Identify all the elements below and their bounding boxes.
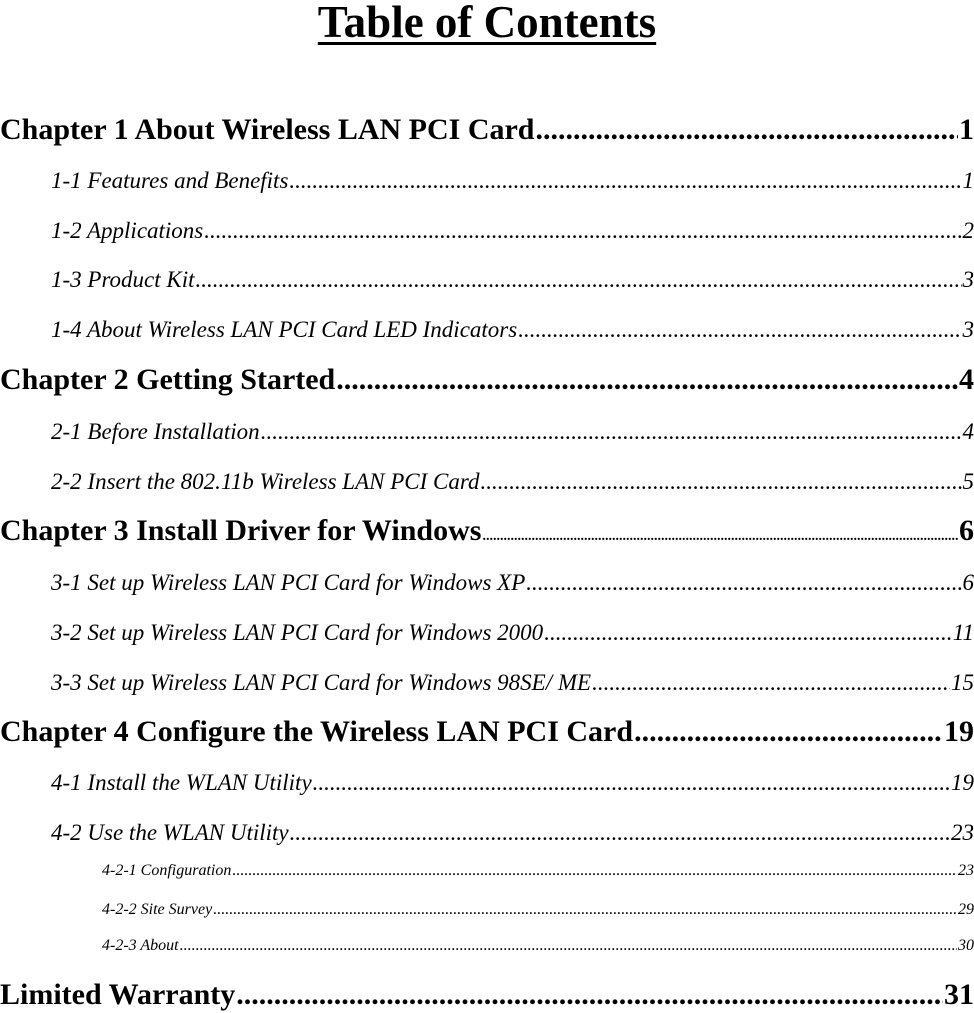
toc-label: Chapter 1 About Wireless LAN PCI Card: [0, 113, 535, 146]
toc-page-number: 31: [944, 978, 974, 1011]
dot-leader: [313, 769, 950, 797]
toc-section-1-4[interactable]: [51, 316, 974, 344]
toc-label: 3-1 Set up Wireless LAN PCI Card for Windows XP: [51, 570, 526, 595]
toc-section-1-2[interactable]: [51, 217, 974, 245]
toc-section-1-1[interactable]: [51, 167, 974, 195]
dot-leader: [544, 619, 952, 647]
dot-leader: [526, 569, 961, 597]
toc-page-number: 3: [962, 317, 974, 342]
toc-label: 4-1 Install the WLAN Utility: [51, 770, 312, 795]
toc-limited-warranty[interactable]: [0, 977, 974, 1013]
toc-page-number: 3: [962, 267, 974, 292]
toc-page-number: 6: [962, 570, 974, 595]
toc-subsection-4-2-2[interactable]: [102, 900, 974, 920]
dot-leader: [290, 819, 950, 847]
dot-leader: [336, 362, 958, 398]
dot-leader: [592, 669, 950, 697]
toc-page-number: 6: [959, 514, 974, 547]
dot-leader: [180, 936, 957, 956]
toc-section-3-1[interactable]: [51, 569, 974, 597]
toc-section-3-2[interactable]: [51, 619, 974, 647]
toc-page-number: 19: [951, 770, 974, 795]
toc-label: 4-2 Use the WLAN Utility: [51, 820, 289, 845]
dot-leader: [213, 900, 957, 920]
toc-page-number: 11: [952, 620, 974, 645]
toc-chapter-2[interactable]: [0, 362, 974, 398]
toc-page-number: 1: [959, 113, 974, 146]
toc-page-number: 5: [962, 469, 974, 494]
toc-label: Chapter 3 Install Driver for Windows: [0, 514, 482, 547]
toc-subsection-4-2-1[interactable]: [102, 861, 974, 881]
toc-label: 1-2 Applications: [51, 218, 204, 243]
toc-label: 2-2 Insert the 802.11b Wireless LAN PCI Card: [51, 469, 480, 494]
toc-label: Chapter 2 Getting Started: [0, 363, 336, 396]
toc-label: 1-1 Features and Benefits: [51, 168, 289, 193]
toc-section-4-2[interactable]: [51, 819, 974, 847]
toc-chapter-4[interactable]: [0, 714, 974, 750]
toc-section-2-1[interactable]: [51, 418, 974, 446]
dot-leader: [236, 977, 943, 1013]
toc-label: 2-1 Before Installation: [51, 419, 260, 444]
toc-page-number: 23: [958, 862, 974, 879]
toc-page-number: 2: [962, 218, 974, 243]
dot-leader: [482, 519, 958, 549]
toc-label: 1-3 Product Kit: [51, 267, 195, 292]
toc-label: Limited Warranty: [0, 978, 236, 1011]
toc-page-number: 30: [958, 937, 974, 954]
toc-label: 3-2 Set up Wireless LAN PCI Card for Windows 2000: [51, 620, 544, 645]
toc-chapter-1[interactable]: [0, 112, 974, 148]
toc-page-number: 4: [959, 363, 974, 396]
toc-page-number: 23: [951, 820, 974, 845]
toc-section-4-1[interactable]: [51, 769, 974, 797]
page-title: Table of Contents: [317, 0, 657, 47]
toc-page-number: 19: [944, 715, 974, 748]
dot-leader: [634, 714, 943, 750]
dot-leader: [536, 112, 959, 148]
toc-page-number: 15: [951, 670, 974, 695]
dot-leader: [518, 316, 961, 344]
toc-label: 3-3 Set up Wireless LAN PCI Card for Windows 98SE/ ME: [51, 670, 592, 695]
dot-leader: [261, 418, 962, 446]
toc-page-number: 4: [962, 419, 974, 444]
toc-section-1-3[interactable]: [51, 266, 974, 294]
toc-page-number: 1: [962, 168, 974, 193]
dot-leader: [232, 861, 957, 881]
toc-label: 1-4 About Wireless LAN PCI Card LED Indicators: [51, 317, 518, 342]
dot-leader: [289, 167, 961, 195]
toc-subsection-4-2-3[interactable]: [102, 936, 974, 956]
dot-leader: [196, 266, 962, 294]
toc-label: Chapter 4 Configure the Wireless LAN PCI Card: [0, 715, 634, 748]
toc-label: 4-2-3 About: [102, 937, 179, 954]
toc-section-3-3[interactable]: [51, 669, 974, 697]
toc-page-number: 29: [958, 901, 974, 918]
dot-leader: [204, 217, 961, 245]
toc-chapter-3[interactable]: [0, 513, 974, 549]
dot-leader: [480, 468, 961, 496]
toc-label: 4-2-1 Configuration: [102, 862, 232, 879]
toc-label: 4-2-2 Site Survey: [102, 901, 213, 918]
toc-section-2-2[interactable]: [51, 468, 974, 496]
